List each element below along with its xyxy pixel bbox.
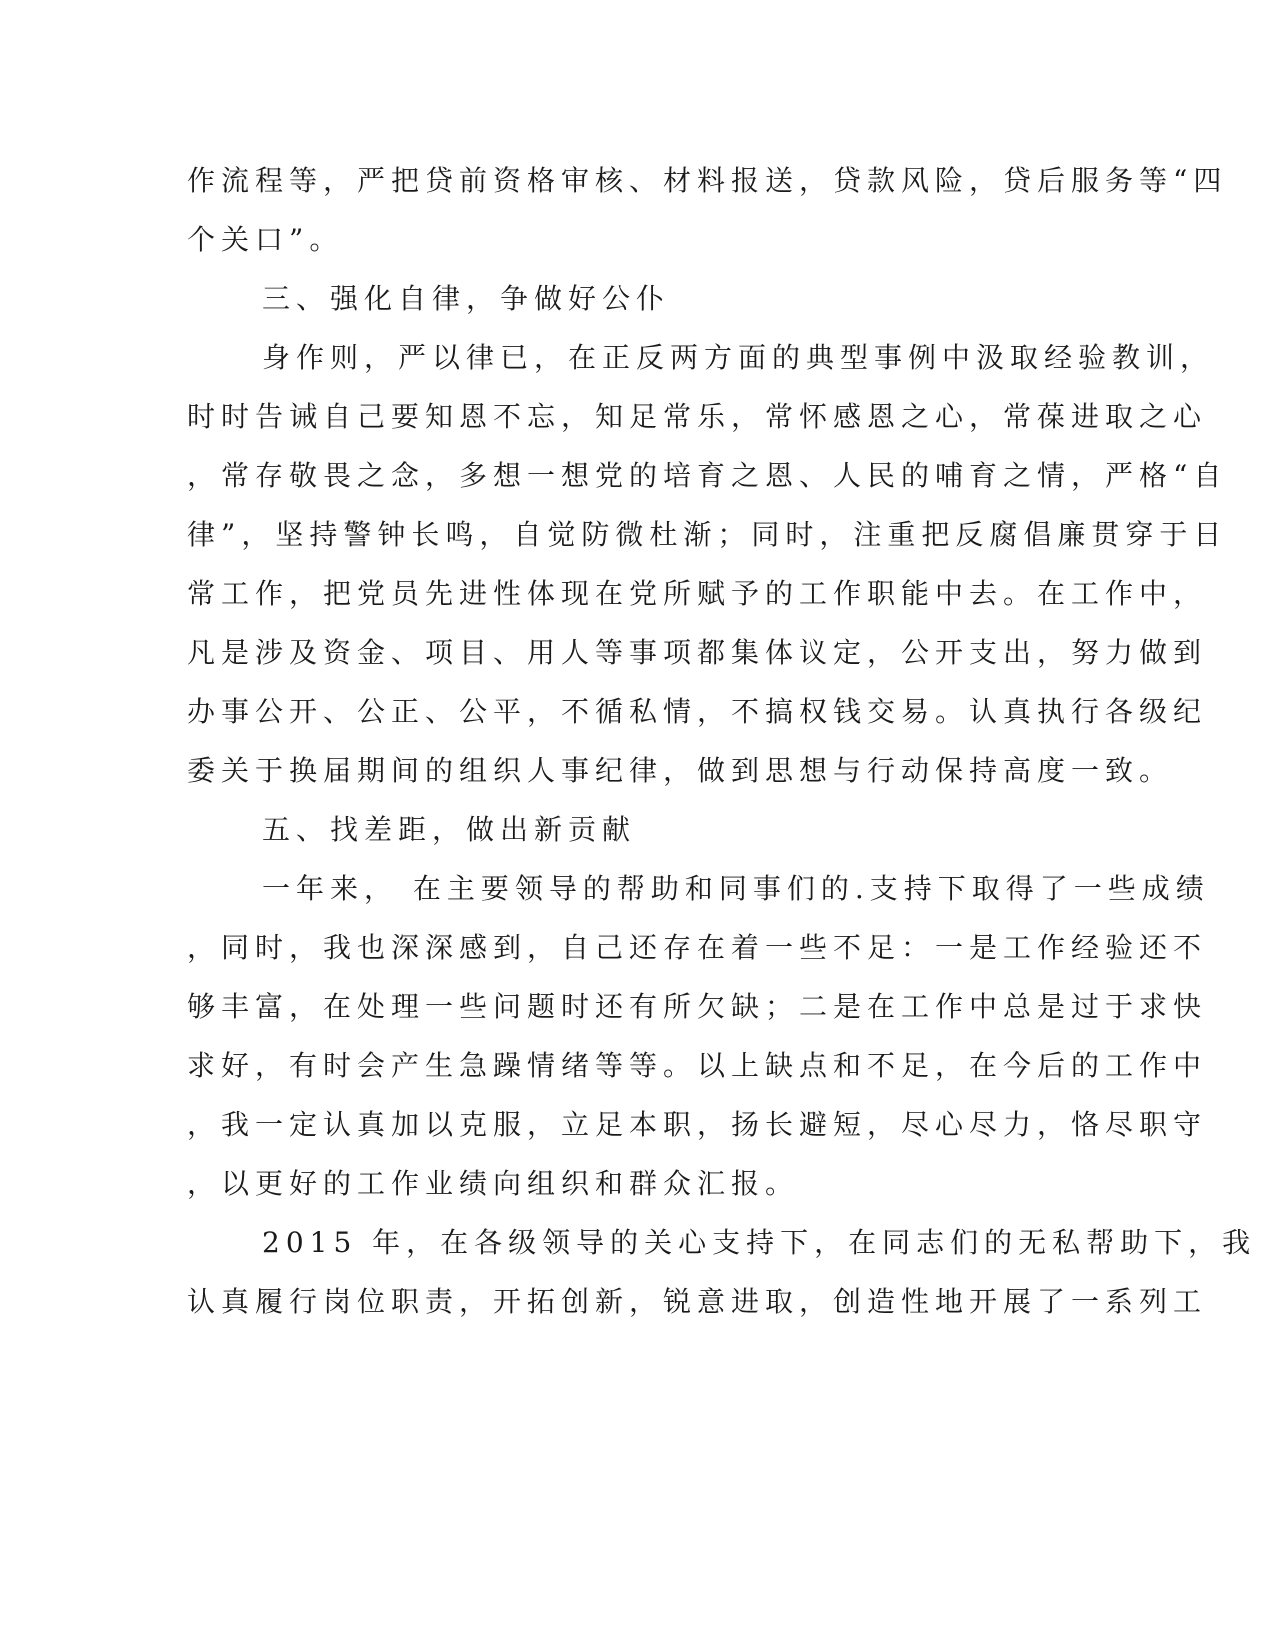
body-text-line: 够丰富，在处理一些问题时还有所欠缺；二是在工作中总是过于求快: [187, 990, 1208, 1023]
body-text-line: ，同时，我也深深感到，自己还存在着一些不足：一是工作经验还不: [187, 931, 1208, 964]
body-text-line: 身作则，严以律已，在正反两方面的典型事例中汲取经验教训，: [262, 341, 1215, 374]
body-text-line: 办事公开、公正、公平，不循私情，不搞权钱交易。认真执行各级纪: [187, 695, 1208, 728]
body-text-line: ，常存敬畏之念，多想一想党的培育之恩、人民的哺育之情，严格“自: [187, 459, 1228, 492]
body-text-line: 求好，有时会产生急躁情绪等等。以上缺点和不足，在今后的工作中: [187, 1049, 1208, 1082]
body-text-line: 律”，坚持警钟长鸣，自觉防微杜渐；同时，注重把反腐倡廉贯穿于日: [187, 518, 1228, 551]
section-heading: 五、找差距，做出新贡献: [262, 813, 637, 846]
body-text-line: 时时告诫自己要知恩不忘，知足常乐，常怀感恩之心，常葆进取之心: [187, 400, 1208, 433]
body-text-line: 2015 年，在各级领导的关心支持下，在同志们的无私帮助下，我: [262, 1226, 1257, 1259]
section-heading: 三、强化自律，争做好公仆: [262, 282, 671, 315]
body-text-line: 个关口”。: [187, 223, 344, 256]
body-text-line: 凡是涉及资金、项目、用人等事项都集体议定，公开支出，努力做到: [187, 636, 1208, 669]
body-text-line: 认真履行岗位职责，开拓创新，锐意进取，创造性地开展了一系列工: [187, 1285, 1208, 1318]
body-text-line: ，我一定认真加以克服，立足本职，扬长避短，尽心尽力，恪尽职守: [187, 1108, 1208, 1141]
body-text-line: ，以更好的工作业绩向组织和群众汇报。: [187, 1167, 800, 1200]
body-text-line: 委关于换届期间的组织人事纪律，做到思想与行动保持高度一致。: [187, 754, 1174, 787]
body-text-line: 一年来， 在主要领导的帮助和同事们的.支持下取得了一些成绩: [262, 872, 1210, 905]
body-text-line: 常工作，把党员先进性体现在党所赋予的工作职能中去。在工作中，: [187, 577, 1208, 610]
body-text-line: 作流程等，严把贷前资格审核、材料报送，贷款风险，贷后服务等“四: [187, 164, 1228, 197]
